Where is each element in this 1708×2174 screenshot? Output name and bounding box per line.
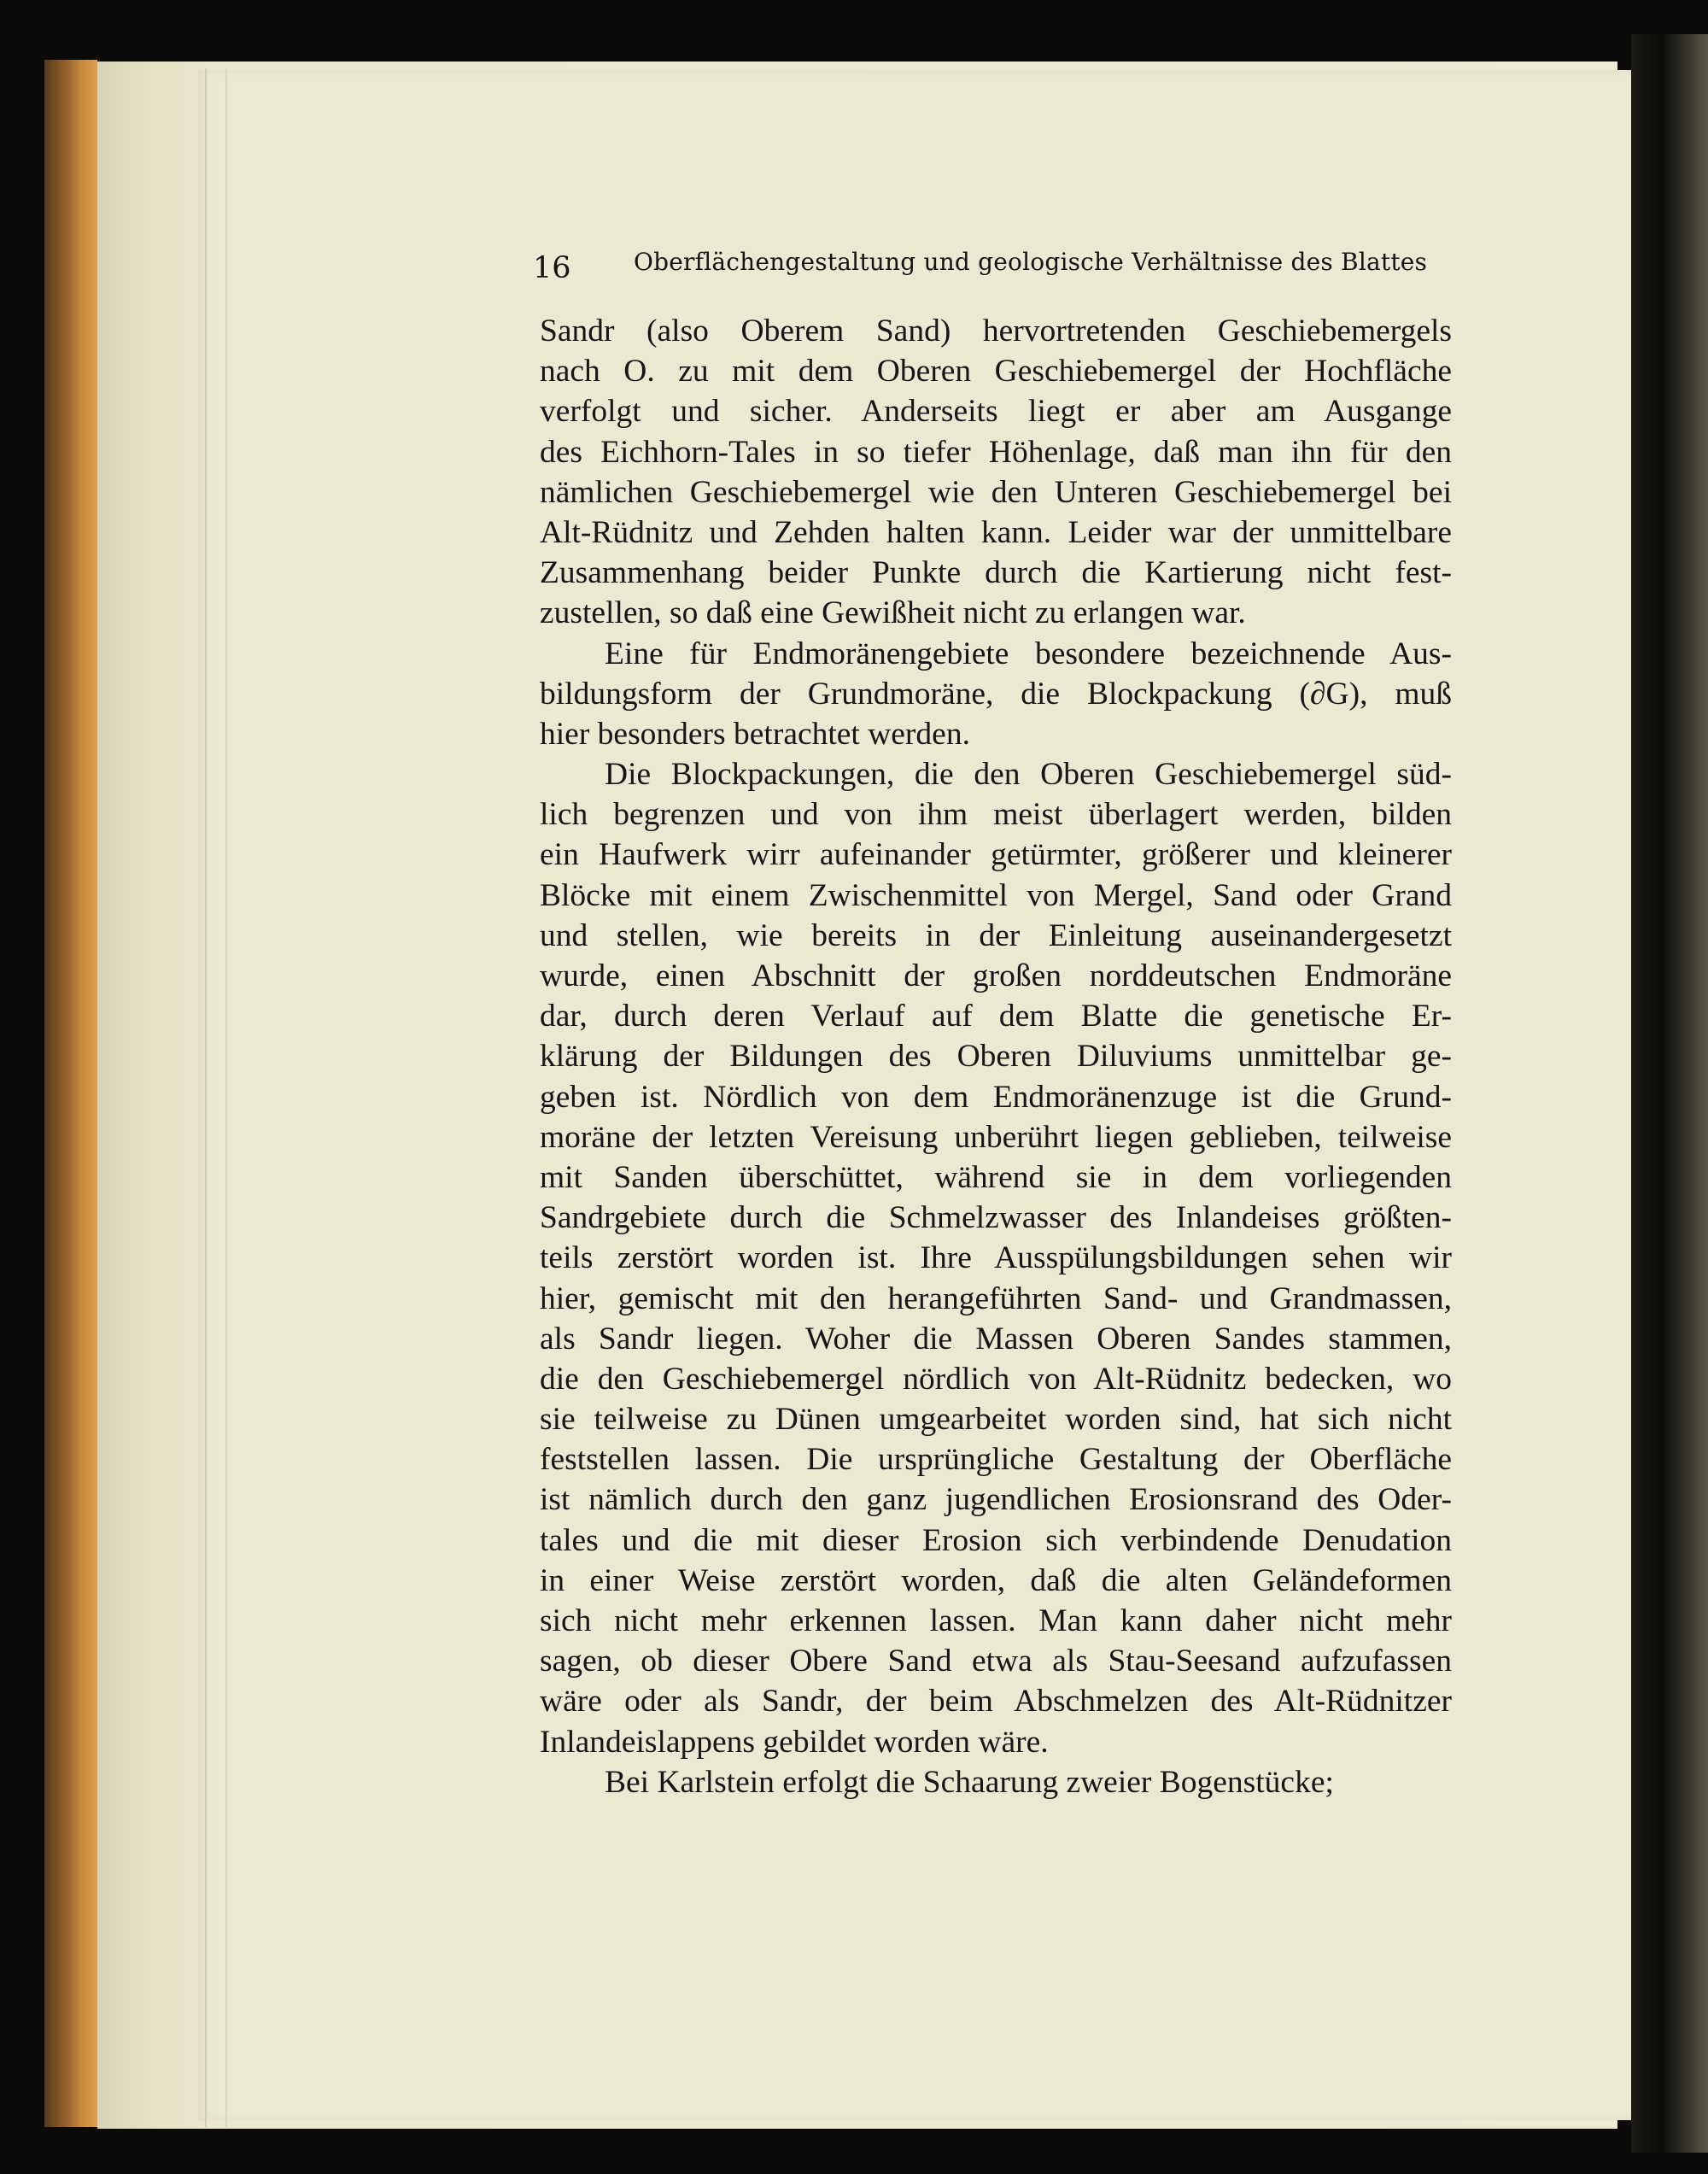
text-line: mit Sanden überschüttet, während sie in dem vorliegenden [540, 1159, 1452, 1195]
text-line: moräne der letzten Vereisung unberührt liegen geblieben, teilweise [540, 1119, 1452, 1155]
text-line: Die Blockpackungen, die den Oberen Geschiebemergel süd- [605, 757, 1452, 793]
text-line: des Eichhorn-Tales in so tiefer Höhenlage, daß man ihn für den [540, 434, 1452, 470]
text-line: Zusammenhang beider Punkte durch die Kartierung nicht fest- [540, 555, 1452, 591]
text-line: teils zerstört worden ist. Ihre Ausspülungsbildungen sehen wir [540, 1240, 1452, 1276]
text-line: geben ist. Nördlich von dem Endmoränenzuge ist die Grund- [540, 1079, 1452, 1115]
text-line: Alt-Rüdnitz und Zehden halten kann. Leider war der unmittelbare [540, 514, 1452, 550]
paragraph [540, 311, 1452, 634]
text-line: wurde, einen Abschnitt der großen norddeutschen Endmoräne [540, 958, 1452, 993]
paragraph [540, 754, 1452, 1762]
page-edges [205, 68, 227, 2127]
text-line: feststellen lassen. Die ursprüngliche Gestaltung der Oberfläche [540, 1442, 1452, 1478]
text-line: dar, durch deren Verlauf auf dem Blatte die genetische Er- [540, 999, 1452, 1034]
text-line: ein Haufwerk wirr aufeinander getürmter, größerer und kleinerer [540, 837, 1452, 873]
text-line: zustellen, so daß eine Gewißheit nicht zu erlangen war. [540, 595, 1246, 631]
text-line: bildungsform der Grundmoräne, die Blockpackung (∂G), muß [540, 676, 1452, 712]
text-line: hier besonders betrachtet werden. [540, 716, 970, 752]
text-line: hier, gemischt mit den herangeführten Sand- und Grandmassen, [540, 1280, 1452, 1316]
text-line: sie teilweise zu Dünen umgearbeitet worden sind, hat sich nicht [540, 1402, 1452, 1438]
paragraph [540, 1762, 1452, 1802]
text-line: ist nämlich durch den ganz jugendlichen Erosionsrand des Oder- [540, 1482, 1452, 1518]
text-line: Blöcke mit einem Zwischenmittel von Mergel, Sand oder Grand [540, 877, 1452, 913]
text-line: lich begrenzen und von ihm meist überlagert werden, bilden [540, 797, 1452, 833]
text-line: wäre oder als Sandr, der beim Abschmelzen des Alt-Rüdnitzer [540, 1684, 1452, 1720]
text-line: nach O. zu mit dem Oberen Geschiebemergel der Hochfläche [540, 354, 1452, 390]
text-line: sich nicht mehr erkennen lassen. Man kann daher nicht mehr [540, 1603, 1452, 1638]
text-line: tales und die mit dieser Erosion sich verbindende Denudation [540, 1522, 1452, 1558]
text-line: klärung der Bildungen des Oberen Diluviums unmittelbar ge- [540, 1039, 1452, 1075]
text-line: Inlandeislappens gebildet worden wäre. [540, 1724, 1049, 1760]
page-number: 16 [533, 251, 571, 285]
book-spine [44, 60, 97, 2127]
text-line: als Sandr liegen. Woher die Massen Oberen Sandes stammen, [540, 1321, 1452, 1357]
right-margin-shadow [1631, 34, 1708, 2153]
text-line: sagen, ob dieser Obere Sand etwa als Stau-Seesand aufzufassen [540, 1644, 1452, 1679]
text-line: verfolgt und sicher. Anderseits liegt er aber am Ausgange [540, 394, 1452, 430]
text-line: und stellen, wie bereits in der Einleitung auseinandergesetzt [540, 917, 1452, 953]
text-line: Sandr (also Oberem Sand) hervortretenden Geschiebemergels [540, 314, 1452, 349]
running-head: Oberflächengestaltung und geologische Verhältnisse des Blattes [634, 248, 1428, 276]
paragraph [540, 634, 1452, 755]
text-line: Sandrgebiete durch die Schmelzwasser des Inlandeises größten- [540, 1200, 1452, 1236]
body-text [540, 311, 1452, 1802]
page-header [533, 246, 1455, 290]
text-line: in einer Weise zerstört worden, daß die alten Geländeformen [540, 1562, 1452, 1598]
text-line: nämlichen Geschiebemergel wie den Unteren Geschiebemergel bei [540, 474, 1452, 510]
text-line: Bei Karlstein erfolgt die Schaarung zweier Bogenstücke; [605, 1764, 1334, 1800]
text-line: Eine für Endmoränengebiete besondere bezeichnende Aus- [605, 636, 1452, 671]
text-line: die den Geschiebemergel nördlich von Alt-Rüdnitz bedecken, wo [540, 1361, 1452, 1397]
